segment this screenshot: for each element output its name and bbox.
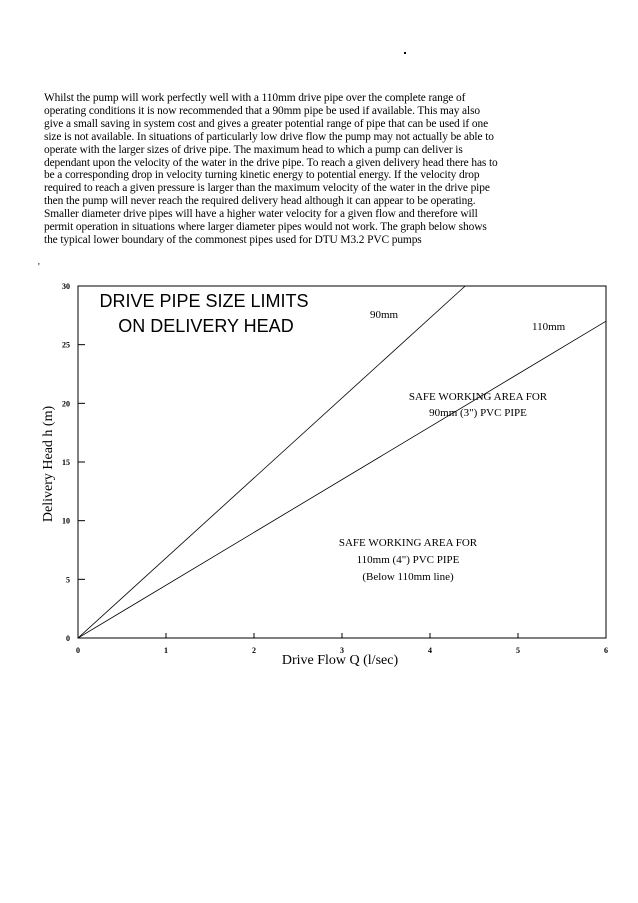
paragraph-line: permit operation in situations where larger diameter pipes would not work. The graph below shows [44, 221, 487, 234]
plot-frame [78, 286, 606, 638]
margin-mark: ' [38, 262, 40, 273]
series-line-110mm [78, 321, 606, 638]
y-axis-title: Delivery Head h (m) [41, 405, 56, 523]
paragraph-line: then the pump will never reach the required delivery head although it can appear to be operating. [44, 195, 476, 208]
series-label-90mm: 90mm [370, 309, 399, 321]
y-tick-label: 25 [62, 340, 70, 350]
paragraph-line: the typical lower boundary of the commonest pipes used for DTU M3.2 PVC pumps [44, 233, 422, 246]
x-tick-label: 2 [252, 646, 256, 655]
x-tick-label: 0 [76, 646, 80, 655]
x-tick-label: 4 [428, 646, 432, 655]
paragraph-line: give a small saving in system cost and gives a greater potential range of pipe that can be used if one [44, 117, 489, 130]
paragraph-line: Whilst the pump will work perfectly well with a 110mm drive pipe over the complete range of [44, 92, 466, 104]
paragraph-line: required to reach a given pressure is larger than the maximum velocity of the water in the drive pipe [44, 182, 490, 195]
area-110-label-line-2: 110mm (4") PVC PIPE [356, 554, 460, 566]
chart-title-line-2: ON DELIVERY HEAD [118, 316, 294, 336]
x-axis-title: Drive Flow Q (l/sec) [281, 653, 399, 668]
x-tick-label: 3 [340, 646, 344, 655]
paragraph-line: be a corresponding drop in velocity turning kinetic energy to potential energy. If the velocity drop [44, 169, 480, 182]
x-tick-label: 1 [164, 646, 168, 655]
y-tick-label: 5 [66, 575, 70, 585]
x-tick-label: 5 [516, 646, 520, 655]
series-label-110mm: 110mm [532, 321, 566, 333]
y-tick-label: 0 [66, 634, 70, 643]
y-tick-label: 15 [62, 458, 70, 467]
x-tick-label: 6 [604, 646, 608, 655]
paragraph-line: size is not available. In situations of particularly low drive flow the pump may not actually be able to [44, 130, 494, 143]
area-90-label-line-2: 90mm (3") PVC PIPE [429, 407, 527, 419]
paragraph-line: Smaller diameter drive pipes will have a higher water velocity for a given flow and therefore will [44, 208, 478, 221]
y-tick-label: 30 [62, 282, 70, 291]
y-tick-label: 10 [62, 516, 70, 526]
series-line-90mm [78, 286, 465, 638]
area-110-label-line-1: SAFE WORKING AREA FOR [338, 537, 478, 549]
y-tick-label: 20 [62, 399, 70, 409]
paragraph-line: dependant upon the velocity of the water in the drive pipe. To reach a given delivery head there has to [44, 156, 498, 169]
paragraph-line: operate with the larger sizes of drive pipe. The maximum head to which a pump can deliver is [44, 143, 463, 156]
area-110-label-line-3: (Below 110mm line) [362, 571, 454, 583]
paragraph-line: operating conditions it is now recommended that a 90mm pipe be used if available. This may also [44, 104, 481, 117]
area-90-label-line-1: SAFE WORKING AREA FOR [408, 391, 548, 403]
chart-title-line-1: DRIVE PIPE SIZE LIMITS [99, 291, 309, 311]
